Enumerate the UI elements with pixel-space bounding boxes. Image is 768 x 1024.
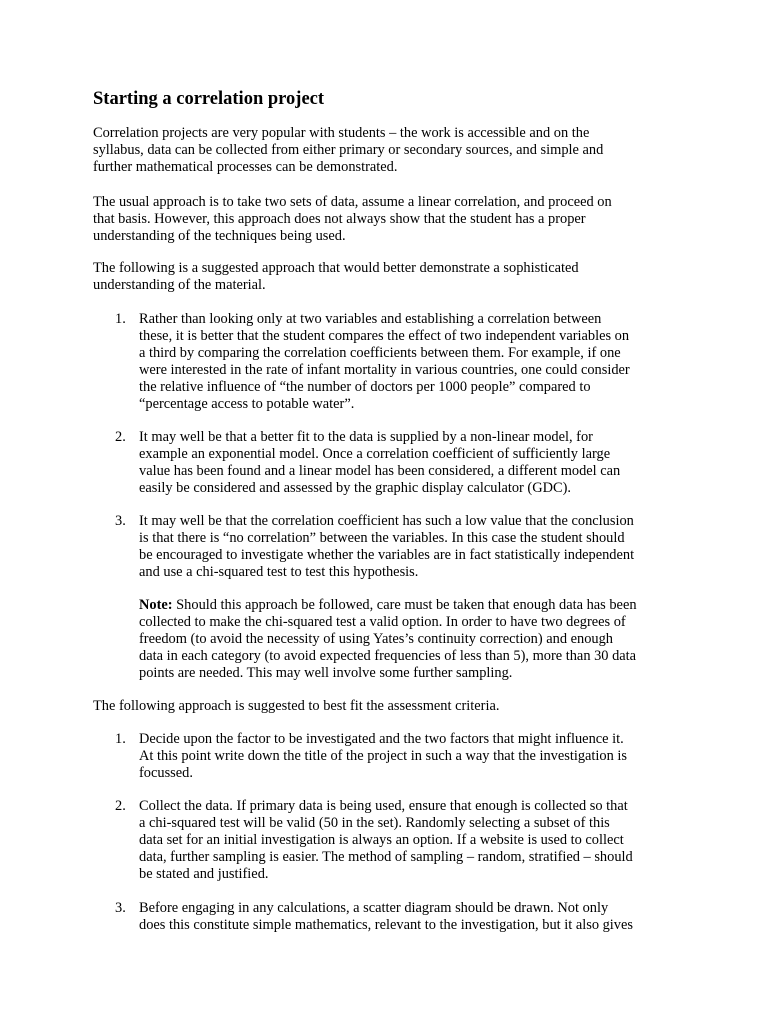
note-body bbox=[139, 614, 637, 682]
text-line: data set for an initial investigation is always an option. If a website is used to collect bbox=[139, 832, 624, 848]
list-number: 2. bbox=[115, 798, 126, 814]
criteria-intro bbox=[93, 698, 499, 715]
text-line: understanding of the material. bbox=[93, 277, 266, 293]
text-line: value has been found and a linear model has been considered, a different model can bbox=[139, 463, 621, 479]
text-line: that basis. However, this approach does not always show that the student has a proper bbox=[93, 211, 586, 227]
text-line: understanding of the techniques being used. bbox=[93, 228, 346, 244]
text-line: data in each category (to avoid expected frequencies of less than 5), more than 30 data bbox=[139, 648, 637, 664]
list-item-text bbox=[139, 731, 627, 782]
text-line: It may well be that a better fit to the data is supplied by a non-linear model, for bbox=[139, 429, 593, 445]
criteria-intro-text: The following approach is suggested to best fit the assessment criteria. bbox=[93, 698, 500, 714]
list-number: 3. bbox=[115, 900, 126, 916]
text-line: and use a chi-squared test to test this hypothesis. bbox=[139, 564, 419, 580]
intro-paragraph bbox=[93, 260, 579, 294]
document-title: Starting a correlation project bbox=[93, 89, 325, 109]
text-line: a third by comparing the correlation coefficients between them. For example, if one bbox=[139, 345, 621, 361]
text-line: further mathematical processes can be demonstrated. bbox=[93, 159, 398, 175]
text-line: focussed. bbox=[139, 765, 193, 781]
intro-paragraph bbox=[93, 125, 603, 176]
note-label: Note: bbox=[139, 597, 173, 613]
list-number: 3. bbox=[115, 513, 126, 529]
note-text: Should this approach be followed, care must be taken that enough data has been bbox=[176, 597, 637, 613]
text-line: the relative influence of “the number of doctors per 1000 people” compared to bbox=[139, 379, 591, 395]
text-line: does this constitute simple mathematics, relevant to the investigation, but it also gives bbox=[139, 917, 633, 933]
text-line: It may well be that the correlation coefficient has such a low value that the conclusion bbox=[139, 513, 634, 529]
list-item-text bbox=[139, 429, 620, 497]
text-line: freedom (to avoid the necessity of using Yates’s continuity correction) and enough bbox=[139, 631, 613, 647]
text-line: were interested in the rate of infant mortality in various countries, one could consider bbox=[139, 362, 630, 378]
text-line: Collect the data. If primary data is being used, ensure that enough is collected so that bbox=[139, 798, 628, 814]
list-item-text bbox=[139, 798, 633, 883]
text-line: Decide upon the factor to be investigated and the two factors that might influence it. bbox=[139, 731, 624, 747]
intro-paragraph bbox=[93, 194, 612, 245]
text-line: example an exponential model. Once a correlation coefficient of sufficiently large bbox=[139, 446, 611, 462]
list-item-text bbox=[139, 900, 633, 934]
text-line: “percentage access to potable water”. bbox=[139, 396, 355, 412]
note-first-line bbox=[139, 597, 637, 614]
text-line: Correlation projects are very popular with students – the work is accessible and on the bbox=[93, 125, 590, 141]
text-line: points are needed. This may well involve some further sampling. bbox=[139, 665, 513, 681]
text-line: The following is a suggested approach that would better demonstrate a sophisticated bbox=[93, 260, 579, 276]
text-line: a chi-squared test will be valid (50 in the set). Randomly selecting a subset of this bbox=[139, 815, 610, 831]
list-item-text bbox=[139, 311, 630, 413]
list-number: 1. bbox=[115, 731, 126, 747]
text-line: is that there is “no correlation” between the variables. In this case the student should bbox=[139, 530, 625, 546]
text-line: Before engaging in any calculations, a scatter diagram should be drawn. Not only bbox=[139, 900, 609, 916]
text-line: data, further sampling is easier. The method of sampling – random, stratified – should bbox=[139, 849, 633, 865]
text-line: syllabus, data can be collected from either primary or secondary sources, and simple and bbox=[93, 142, 604, 158]
text-line: be encouraged to investigate whether the variables are in fact statistically independent bbox=[139, 547, 635, 563]
text-line: Rather than looking only at two variables and establishing a correlation between bbox=[139, 311, 602, 327]
text-line: At this point write down the title of the project in such a way that the investigation is bbox=[139, 748, 627, 764]
text-line: The usual approach is to take two sets of data, assume a linear correlation, and proceed on bbox=[93, 194, 612, 210]
list-item-text bbox=[139, 513, 634, 581]
list-number: 1. bbox=[115, 311, 126, 327]
note-paragraph bbox=[139, 597, 637, 682]
text-line: easily be considered and assessed by the graphic display calculator (GDC). bbox=[139, 480, 571, 496]
text-line: these, it is better that the student compares the effect of two independent variables on bbox=[139, 328, 630, 344]
list-number: 2. bbox=[115, 429, 126, 445]
text-line: be stated and justified. bbox=[139, 866, 269, 882]
text-line: collected to make the chi-squared test a valid option. In order to have two degrees of bbox=[139, 614, 626, 630]
